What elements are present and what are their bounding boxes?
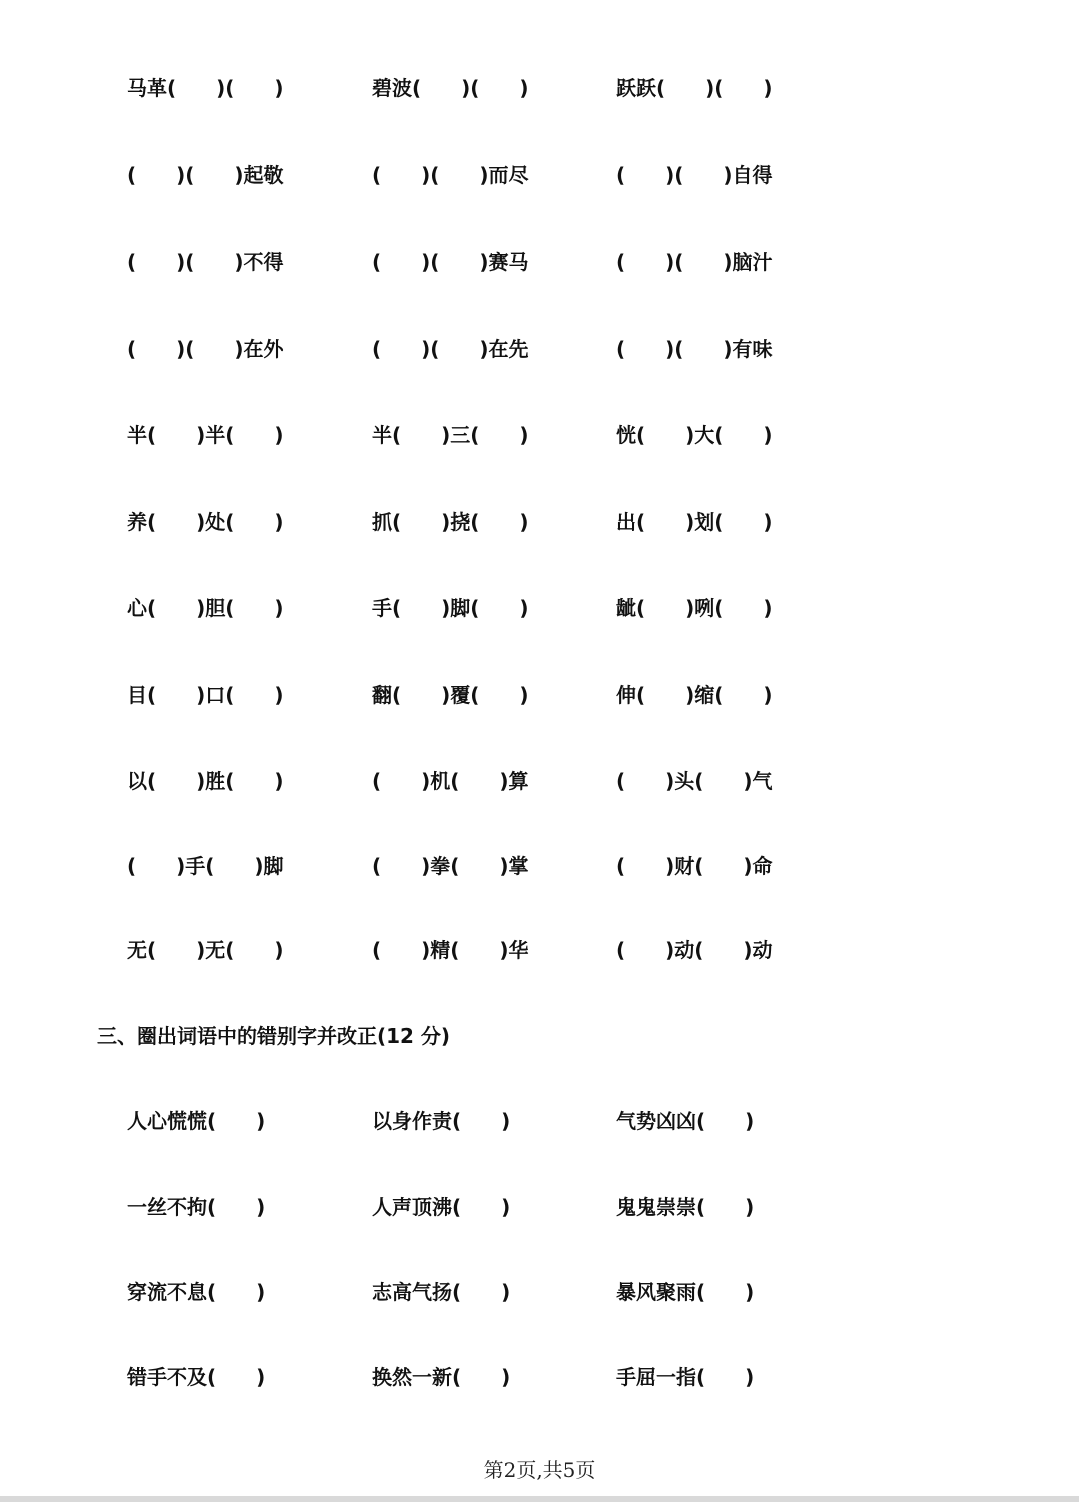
bottom-divider (0, 1496, 1079, 1502)
typo-item: 手屈一指( ) (616, 1365, 755, 1389)
idiom-item: 抓( )挠( ) (372, 510, 529, 534)
idiom-item: ( )动( )动 (616, 938, 773, 962)
idiom-item: 跃跃( )( ) (616, 76, 773, 100)
idiom-item: ( )( )不得 (127, 250, 284, 274)
idiom-item: ( )手( )脚 (127, 854, 284, 878)
idiom-item: ( )头( )气 (616, 769, 773, 793)
idiom-item: ( )精( )华 (372, 938, 529, 962)
idiom-row-2 (0, 155, 1079, 195)
idiom-item: 手( )脚( ) (372, 596, 529, 620)
idiom-item: ( )机( )算 (372, 769, 529, 793)
idiom-item: ( )( )赛马 (372, 250, 529, 274)
idiom-item: 恍( )大( ) (616, 423, 773, 447)
idiom-row-10 (0, 846, 1079, 886)
idiom-row-4 (0, 329, 1079, 369)
idiom-item: ( )财( )命 (616, 854, 773, 878)
typo-row-1 (0, 1101, 1079, 1141)
idiom-item: 心( )胆( ) (127, 596, 284, 620)
idiom-item: 伸( )缩( ) (616, 683, 773, 707)
typo-row-4 (0, 1357, 1079, 1397)
idiom-item: 翻( )覆( ) (372, 683, 529, 707)
typo-row-3 (0, 1272, 1079, 1312)
idiom-item: ( )( )有味 (616, 337, 773, 361)
idiom-row-11 (0, 930, 1079, 970)
typo-item: 暴风聚雨( ) (616, 1280, 755, 1304)
idiom-item: 以( )胜( ) (127, 769, 284, 793)
idiom-row-8 (0, 675, 1079, 715)
idiom-item: 马革( )( ) (127, 76, 284, 100)
idiom-row-5 (0, 415, 1079, 455)
idiom-item: 龇( )咧( ) (616, 596, 773, 620)
page-number: 第2页,共5页 (483, 1458, 596, 1482)
idiom-item: 出( )划( ) (616, 510, 773, 534)
typo-item: 鬼鬼崇崇( ) (616, 1195, 755, 1219)
idiom-item: ( )( )在先 (372, 337, 529, 361)
idiom-row-9 (0, 761, 1079, 801)
typo-item: 气势凶凶( ) (616, 1109, 755, 1133)
section-3-title: 三、圈出词语中的错别字并改正(12 分) (97, 1024, 451, 1048)
idiom-item: 目( )口( ) (127, 683, 284, 707)
idiom-item: ( )( )脑汁 (616, 250, 773, 274)
idiom-row-1 (0, 68, 1079, 108)
typo-item: 穿流不息( ) (127, 1280, 266, 1304)
idiom-item: ( )( )在外 (127, 337, 284, 361)
idiom-item: 碧波( )( ) (372, 76, 529, 100)
idiom-item: 无( )无( ) (127, 938, 284, 962)
idiom-row-3 (0, 242, 1079, 282)
idiom-item: ( )( )自得 (616, 163, 773, 187)
typo-item: 以身作责( ) (372, 1109, 511, 1133)
idiom-item: ( )拳( )掌 (372, 854, 529, 878)
typo-item: 人声顶沸( ) (372, 1195, 511, 1219)
idiom-row-6 (0, 502, 1079, 542)
idiom-item: 半( )三( ) (372, 423, 529, 447)
typo-item: 换然一新( ) (372, 1365, 511, 1389)
idiom-item: ( )( )起敬 (127, 163, 284, 187)
idiom-item: 养( )处( ) (127, 510, 284, 534)
typo-item: 一丝不拘( ) (127, 1195, 266, 1219)
typo-item: 人心慌慌( ) (127, 1109, 266, 1133)
typo-item: 错手不及( ) (127, 1365, 266, 1389)
idiom-item: ( )( )而尽 (372, 163, 529, 187)
typo-row-2 (0, 1187, 1079, 1227)
idiom-row-7 (0, 588, 1079, 628)
idiom-item: 半( )半( ) (127, 423, 284, 447)
typo-item: 志高气扬( ) (372, 1280, 511, 1304)
